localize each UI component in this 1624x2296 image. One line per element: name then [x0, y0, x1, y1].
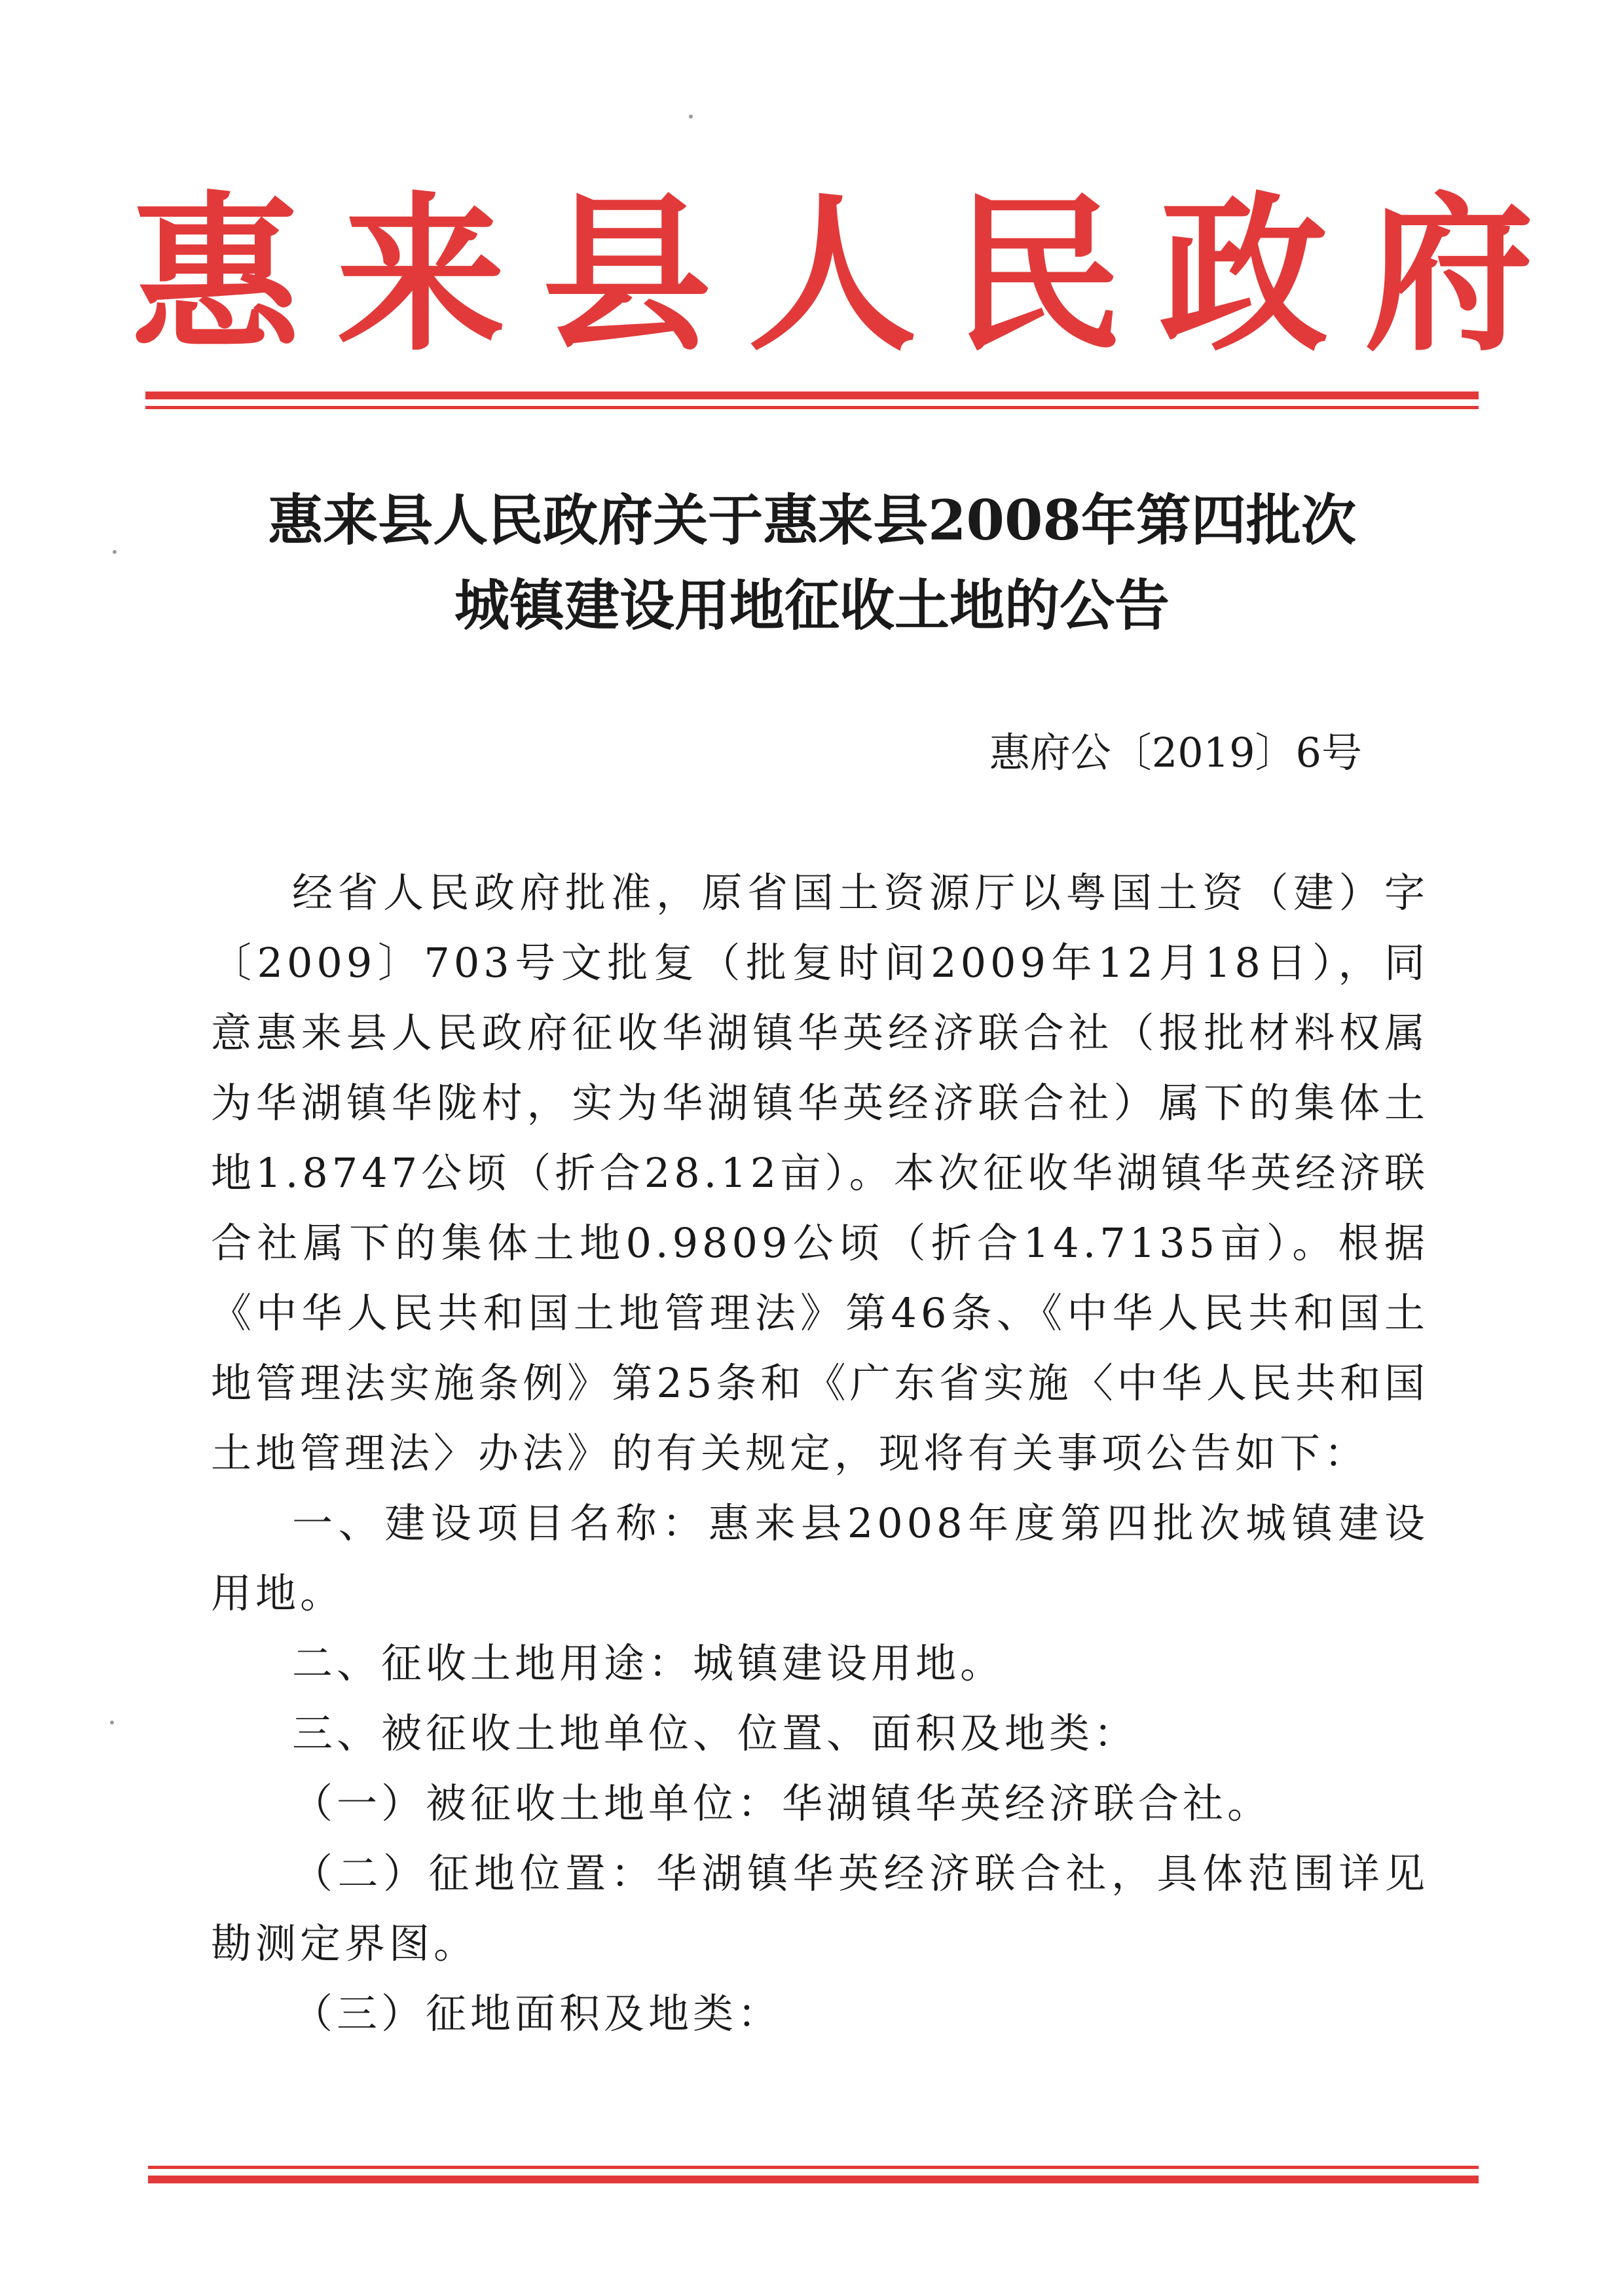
footer-red-rule-thin: [148, 2166, 1479, 2169]
header-red-rule-thick: [145, 392, 1479, 399]
footer-red-rule-thick: [148, 2176, 1479, 2183]
body-paragraph-subitem-2: （二）征地位置：华湖镇华英经济联合社，具体范围详见勘测定界图。: [211, 1850, 1429, 1967]
document-title: [131, 478, 1493, 648]
body-paragraph-item-1: 一、建设项目名称：惠来县2008年度第四批次城镇建设用地。: [211, 1499, 1429, 1617]
header-red-rule-thin: [145, 406, 1479, 409]
document-number: 惠府公〔2019〕6号: [989, 729, 1362, 776]
body-paragraph-subitem-3: （三）征地面积及地类：: [292, 1990, 783, 2037]
body-paragraph-subitem-1: （一）被征收土地单位：华湖镇华英经济联合社。: [292, 1779, 1272, 1827]
document-title-line-1: 惠来县人民政府关于惠来县2008年第四批次: [268, 488, 1356, 553]
body-paragraph-item-3: 三、被征收土地单位、位置、面积及地类：: [292, 1709, 1139, 1757]
document-body: [211, 858, 1429, 2049]
scan-speck: [113, 550, 117, 554]
document-title-line-2: 城镇建设用地征收土地的公告: [454, 573, 1170, 638]
scan-speck: [110, 1721, 114, 1724]
body-paragraph-item-2: 二、征收土地用途：城镇建设用地。: [292, 1639, 1005, 1687]
issuer-header-title: 惠来县人民政府: [131, 175, 1570, 374]
body-paragraph-intro: 经省人民政府批准，原省国土资源厅以粤国土资（建）字〔2009〕703号文批复（批复时间2009年12月18日），同意惠来县人民政府征收华湖镇华英经济联合社（报批材料权属为华湖镇华陇村，实为华湖镇华英经济联合社）属下的集体土地1.8747公顷（折合28.12亩）。本次征收华湖镇华英经济联合社属下的集体土地0.9809公顷（折合14.7135亩）。根据《中华人民共和国土地管理法》第46条、《中华人民共和国土地管理法实施条例》第25条和《广东省实施〈中华人民共和国土地管理法〉办法》的有关规定，现将有关事项公告如下：: [211, 869, 1429, 1477]
scan-speck: [689, 115, 693, 118]
